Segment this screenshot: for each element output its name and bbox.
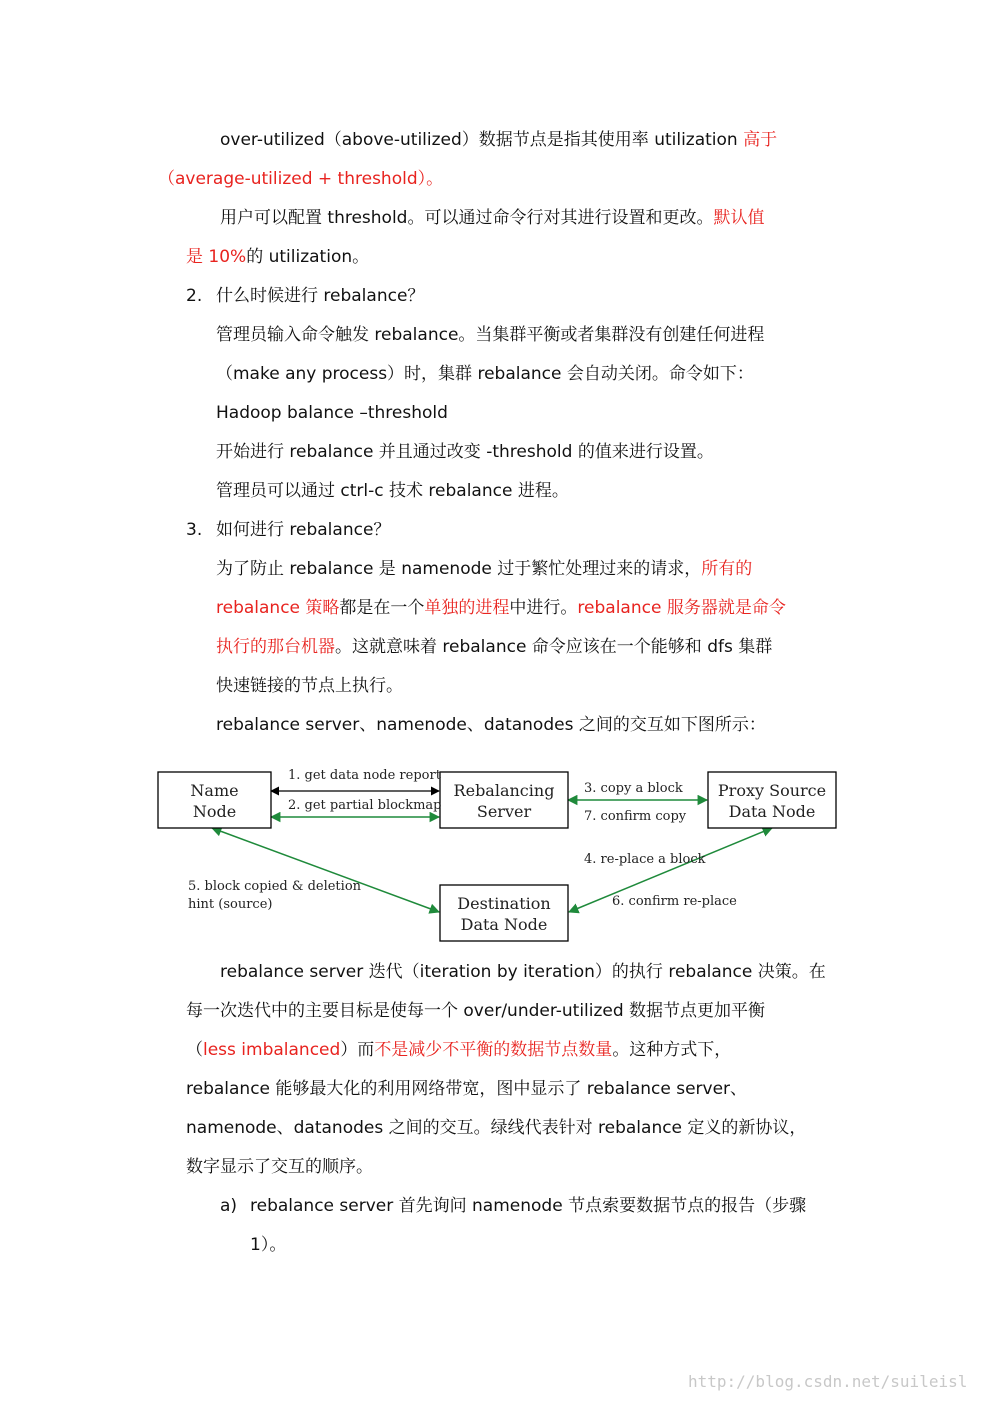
- q3-text-1: 为了防止 rebalance 是 namenode 过于繁忙处理过来的请求，: [216, 559, 702, 579]
- label-step2: 2. get partial blockmap: [288, 798, 442, 813]
- p2-line2: [186, 245, 369, 269]
- label-step6: 6. confirm re-place: [612, 894, 737, 909]
- q3-title: 如何进行 rebalance？: [216, 520, 391, 540]
- watermark: http://blog.csdn.net/suileisl: [688, 1372, 968, 1391]
- q3-highlight-1: 所有的: [701, 559, 753, 579]
- q3-line3: [216, 635, 772, 659]
- p2-text-2: 的 utilization。: [246, 247, 370, 267]
- p2-line1: [220, 206, 764, 230]
- proxy-source-label-2: Data Node: [728, 802, 816, 821]
- q3-line2: [216, 596, 786, 620]
- label-step7: 7. confirm copy: [584, 809, 687, 824]
- p4-line2: 每一次迭代中的主要目标是使每一个 over/under-utilized 数据节点更加平衡: [186, 1001, 766, 1021]
- interaction-diagram: [150, 760, 850, 950]
- q3-text-2: 都是在一个: [339, 598, 425, 618]
- p2-text: 用户可以配置 threshold。可以通过命令行对其进行设置和更改。: [220, 208, 714, 228]
- q2-line5: 管理员可以通过 ctrl-c 技术 rebalance 进程。: [216, 481, 569, 501]
- p1-highlight: 高于: [743, 130, 778, 150]
- p4-line3: [186, 1038, 731, 1062]
- name-node-box: [158, 772, 271, 828]
- q2-line2: （make any process）时，集群 rebalance 会自动关闭。命令如下：: [216, 364, 754, 384]
- q3-number: 3.: [186, 520, 203, 540]
- item-a-line2: 1）。: [250, 1235, 287, 1255]
- q2-command: Hadoop balance –threshold: [216, 403, 448, 423]
- rebalancing-server-label-2: Server: [476, 802, 532, 821]
- q3-highlight-3: 单独的进程: [424, 598, 510, 618]
- q3-highlight-2: rebalance 策略: [216, 598, 340, 618]
- p2-highlight: 默认值: [713, 208, 765, 228]
- q3-text-3: 中进行。: [509, 598, 578, 618]
- item-a-marker: a): [220, 1196, 238, 1216]
- p1-text: over-utilized（above-utilized）数据节点是指其使用率 utilization: [220, 130, 744, 150]
- p4-line5: namenode、datanodes 之间的交互。绿线代表针对 rebalance 定义的新协议，: [186, 1118, 807, 1138]
- q2-line4: 开始进行 rebalance 并且通过改变 -threshold 的值来进行设置。: [216, 442, 714, 462]
- q2-number: 2.: [186, 286, 203, 306]
- name-node-label-1: Name: [190, 781, 239, 800]
- rebalancing-server-label-1: Rebalancing: [453, 781, 555, 800]
- q3-line1: [216, 557, 752, 581]
- p4-line4: rebalance 能够最大化的利用网络带宽，图中显示了 rebalance server、: [186, 1079, 748, 1099]
- q3-line4: 快速链接的节点上执行。: [216, 676, 403, 696]
- q3-highlight-5: 执行的那台机器: [216, 637, 335, 657]
- p4-line1: rebalance server 迭代（iteration by iteration）的执行 rebalance 决策。在: [220, 962, 826, 982]
- label-step1: 1. get data node report: [288, 768, 441, 783]
- destination-label-1: Destination: [457, 894, 551, 913]
- p4-highlight-2: 不是减少不平衡的数据节点数量: [374, 1040, 613, 1060]
- q3-highlight-4: rebalance 服务器就是命令: [577, 598, 786, 618]
- label-step4: 4. re-place a block: [584, 852, 706, 867]
- p4-text-2: ）而: [340, 1040, 375, 1060]
- p2-highlight-2: 是 10%: [186, 247, 247, 267]
- p4-line6: 数字显示了交互的顺序。: [186, 1157, 373, 1177]
- q2-line1: 管理员输入命令触发 rebalance。当集群平衡或者集群没有创建任何进程: [216, 325, 765, 345]
- destination-label-2: Data Node: [460, 915, 548, 934]
- proxy-source-box: [708, 772, 836, 828]
- name-node-label-2: Node: [192, 802, 237, 821]
- label-step5-line2: hint (source): [188, 897, 273, 912]
- q3-line5: rebalance server、namenode、datanodes 之间的交互如下图所示：: [216, 715, 766, 735]
- label-step3: 3. copy a block: [584, 781, 683, 796]
- rebalancing-server-box: [440, 772, 568, 828]
- proxy-source-label-1: Proxy Source: [717, 781, 827, 800]
- p4-highlight-1: less imbalanced: [203, 1040, 341, 1060]
- p1-line1: [220, 128, 777, 152]
- p4-text-1: （: [186, 1040, 203, 1060]
- p4-text-3: 。这种方式下，: [612, 1040, 732, 1060]
- item-a-line1: rebalance server 首先询问 namenode 节点索要数据节点的报告（步骤: [250, 1196, 807, 1216]
- q3-text-4: 。这就意味着 rebalance 命令应该在一个能够和 dfs 集群: [335, 637, 773, 657]
- destination-node-box: [440, 885, 568, 941]
- q2-title: 什么时候进行 rebalance？: [216, 286, 425, 306]
- label-step5-line1: 5. block copied & deletion: [188, 879, 362, 894]
- p1-line2: （average-utilized + threshold）。: [158, 169, 444, 189]
